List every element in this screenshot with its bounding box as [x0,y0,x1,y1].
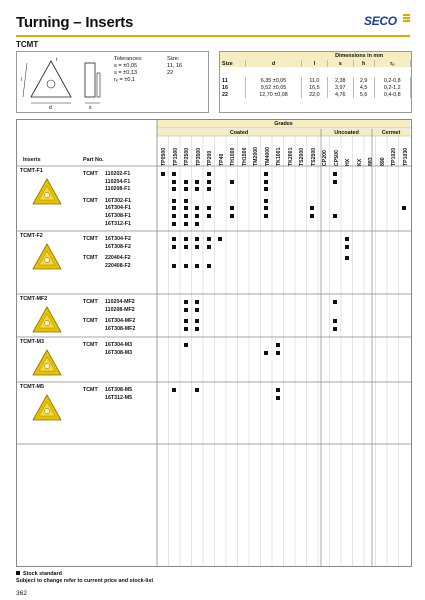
stock-mark [276,396,280,400]
part-number: 16T304-MF2 [105,318,136,325]
stock-mark [195,245,199,249]
grade-column-label: TK2001 [287,147,294,166]
col-part-no: Part No. [83,157,104,163]
dimensions-grid [220,60,411,98]
stock-mark [184,327,188,331]
stock-mark [207,206,211,210]
grade-column-label: TM4000 [264,146,271,166]
dim-cell: 22,0 [301,91,327,98]
insert-image [29,241,65,273]
stock-mark [184,222,188,226]
part-code: TCMT [83,387,98,393]
grade-column-label: TS2500 [310,147,317,166]
part-number: 16T308-F2 [105,243,131,250]
grade-column-label: TH1000 [230,147,236,166]
insert-section [17,339,411,382]
part-number: 16T312-F1 [105,220,131,227]
stock-mark [184,300,188,304]
grade-column-label: HX [345,158,351,166]
stock-mark [184,199,188,203]
stock-mark [184,308,188,312]
grade-column-label: TK1001 [276,147,282,166]
dim-cell: 16 [220,84,246,91]
tolerance-s2: s = ±0,13 [114,70,138,76]
stock-mark [207,172,211,176]
stock-mark [195,206,199,210]
dim-cell: 11,0 [301,77,327,84]
dim-cell: 16,5 [301,84,327,91]
part-number: 16T304-F1 [105,205,131,212]
dim-cell: 0,2-0,8 [374,77,410,84]
stock-mark [184,343,188,347]
grade-column-label: TP1500 [172,147,179,166]
dim-header-cell: Size [220,60,246,67]
dimensions-title: Dimensions in mm [220,52,411,60]
legend-text: Stock standard [23,571,62,577]
stock-mark [230,180,234,184]
insert-image [29,392,65,424]
grade-column-label: TP200 [207,150,213,166]
svg-text:l: l [21,77,23,83]
part-number: 16T308-MF2 [105,325,136,332]
part-number: 220404-F2 [105,255,131,262]
insert-section-label: TCMT-F1 [20,168,43,174]
stock-mark [207,237,211,241]
page-number: 362 [16,590,27,597]
grade-column-label: 883 [368,157,374,166]
page-title: Turning – Inserts [16,14,134,31]
dim-cell: 2,38 [327,77,353,84]
part-code: TCMT [83,318,98,325]
insert-section-label: TCMT-M5 [20,384,44,390]
insert-section [17,168,411,231]
part-number: 110204-F1 [105,178,131,185]
stock-mark [333,327,337,331]
stock-mark [207,187,211,191]
stock-mark [195,319,199,323]
stock-mark [345,256,349,260]
section-subtitle: TCMT [16,40,39,49]
stock-mark [172,237,176,241]
tolerance-label: Tolerances: [114,56,143,62]
part-number: 16T304-F2 [105,236,131,242]
grade-column-label: TP40 [218,153,225,166]
insert-section [17,233,411,294]
grade-column-label: TP0500 [161,147,167,166]
insert-section [17,384,411,444]
footnote [16,571,153,585]
insert-section [17,296,411,337]
grade-column-label: TP1030 [402,147,409,166]
part-code: TCMT [83,236,98,242]
stock-mark [184,319,188,323]
dim-header-cell: h [353,60,374,67]
dim-row [220,91,411,98]
stock-mark [172,245,176,249]
col-inserts: Inserts [23,157,41,163]
part-number: 16T308-F1 [105,213,131,219]
stock-mark [310,214,314,218]
grade-column-label: TP3500 [195,147,202,166]
stock-mark [310,206,314,210]
part-number: 16T302-F1 [105,197,131,204]
insert-dimension-drawing [19,53,129,111]
stock-mark [184,264,188,268]
grade-column-label: TS2000 [299,147,305,166]
insert-section-label: TCMT-F2 [20,233,43,239]
stock-mark [184,206,188,210]
stock-mark [230,206,234,210]
dim-header-cell: d [246,60,302,67]
part-number: 16T308-M5 [105,387,133,393]
stock-mark [276,343,280,347]
stock-mark [172,222,176,226]
stock-mark [195,222,199,226]
stock-mark [184,180,188,184]
stock-mark [172,180,176,184]
stock-mark [172,187,176,191]
size-value-2: 22 [167,70,174,76]
part-number: 110204-MF2 [105,299,135,305]
header-rule [16,35,410,37]
stock-mark [184,237,188,241]
stock-mark [172,264,176,268]
dim-cell: 3,97 [327,84,353,91]
stock-mark [345,245,349,249]
grade-column-label: 890 [379,157,386,166]
stock-mark [172,199,176,203]
stock-mark [264,187,268,191]
stock-mark [172,388,176,392]
grade-column-label: TH1500 [241,147,248,166]
dim-cell: 4,5 [353,84,374,91]
grade-column-label: CP200 [322,150,328,166]
insert-drawing-box [16,51,209,113]
stock-mark [195,187,199,191]
dim-cell: 0,2-1,2 [374,84,410,91]
stock-mark [333,172,337,176]
grades-table [16,119,412,567]
stock-mark [276,351,280,355]
dim-cell: 11 [220,77,246,84]
stock-mark [264,351,268,355]
tolerance-r: rₑ = ±0,1 [114,77,136,83]
stock-mark [172,172,176,176]
grade-column-label: CP500 [333,150,340,166]
grade-column-label: KX [356,158,363,166]
part-code: TCMT [83,171,98,177]
group-cermet: Cermet [381,130,401,136]
part-code: TCMT [83,197,98,204]
stock-mark [264,214,268,218]
stock-mark [264,180,268,184]
insert-image [29,347,65,379]
stock-mark [195,327,199,331]
tolerance-s1: s = ±0,05 [114,63,138,69]
part-code: TCMT [83,299,98,305]
stock-mark [264,172,268,176]
stock-mark [184,187,188,191]
part-number: 16T312-M5 [105,394,133,401]
stock-mark [207,180,211,184]
dim-cell: 0,4-0,8 [374,91,410,98]
stock-mark [333,319,337,323]
dim-row [220,77,411,84]
stock-mark [207,214,211,218]
stock-mark [184,245,188,249]
stock-mark [230,214,234,218]
part-code: TCMT [83,342,98,348]
stock-standard-icon [16,571,20,575]
logo-mark-icon [403,14,410,24]
part-code: TCMT [83,255,98,262]
stock-mark [264,199,268,203]
part-number: 110208-MF2 [105,306,135,313]
grade-column-label: TP2500 [184,147,190,166]
part-number: 110208-F1 [105,186,131,193]
grade-column-label: TP1020 [391,147,397,166]
dim-cell: 4,76 [327,91,353,98]
dim-cell: 6,35 ±0,05 [246,77,302,84]
dim-spacer-row [220,67,411,77]
dim-cell: 22 [220,91,246,98]
stock-mark [276,388,280,392]
stock-mark [172,214,176,218]
note-text: Subject to change refer to current price and stock-list [16,578,154,584]
seco-logo: SECO [364,14,397,28]
stock-mark [402,206,406,210]
stock-mark [184,214,188,218]
stock-mark [207,245,211,249]
size-label: Size: [167,56,180,62]
insert-section-label: TCMT-M3 [20,339,44,345]
dim-header-cell: l [301,60,327,67]
part-number: 110202-F1 [105,171,131,177]
stock-mark [264,206,268,210]
stock-mark [195,300,199,304]
stock-mark [333,180,337,184]
part-number: 16T308-M3 [105,349,133,356]
stock-mark [333,214,337,218]
dim-header-cell: rₑ [374,60,410,67]
stock-mark [195,264,199,268]
svg-text:d: d [49,105,52,111]
group-coated: Coated [229,130,249,136]
stock-mark [172,206,176,210]
grade-column-label: TM2000 [253,146,259,166]
part-number: 220408-F2 [105,262,131,269]
stock-mark [333,300,337,304]
svg-text:s: s [89,105,92,111]
stock-mark [218,237,222,241]
part-number: 16T304-M3 [105,342,133,348]
size-value-1: 11, 16 [167,63,183,69]
dim-row [220,84,411,91]
dim-cell: 9,52 ±0,05 [246,84,302,91]
stock-mark [195,180,199,184]
dimensions-table [219,51,412,113]
dim-cell: 5,6 [353,91,374,98]
stock-mark [345,237,349,241]
stock-mark [195,388,199,392]
dim-header-cell: s [327,60,353,67]
insert-image [29,176,65,208]
dim-cell: 2,9 [353,77,374,84]
stock-mark [161,172,165,176]
stock-mark [195,237,199,241]
group-uncoated: Uncoated [334,130,359,136]
stock-mark [207,264,211,268]
stock-mark [195,308,199,312]
stock-mark [195,214,199,218]
grades-title: Grades [274,121,293,127]
insert-image [29,304,65,336]
dim-cell: 12,70 ±0,08 [246,91,302,98]
insert-section-label: TCMT-MF2 [20,296,48,302]
svg-text:r: r [56,57,58,63]
